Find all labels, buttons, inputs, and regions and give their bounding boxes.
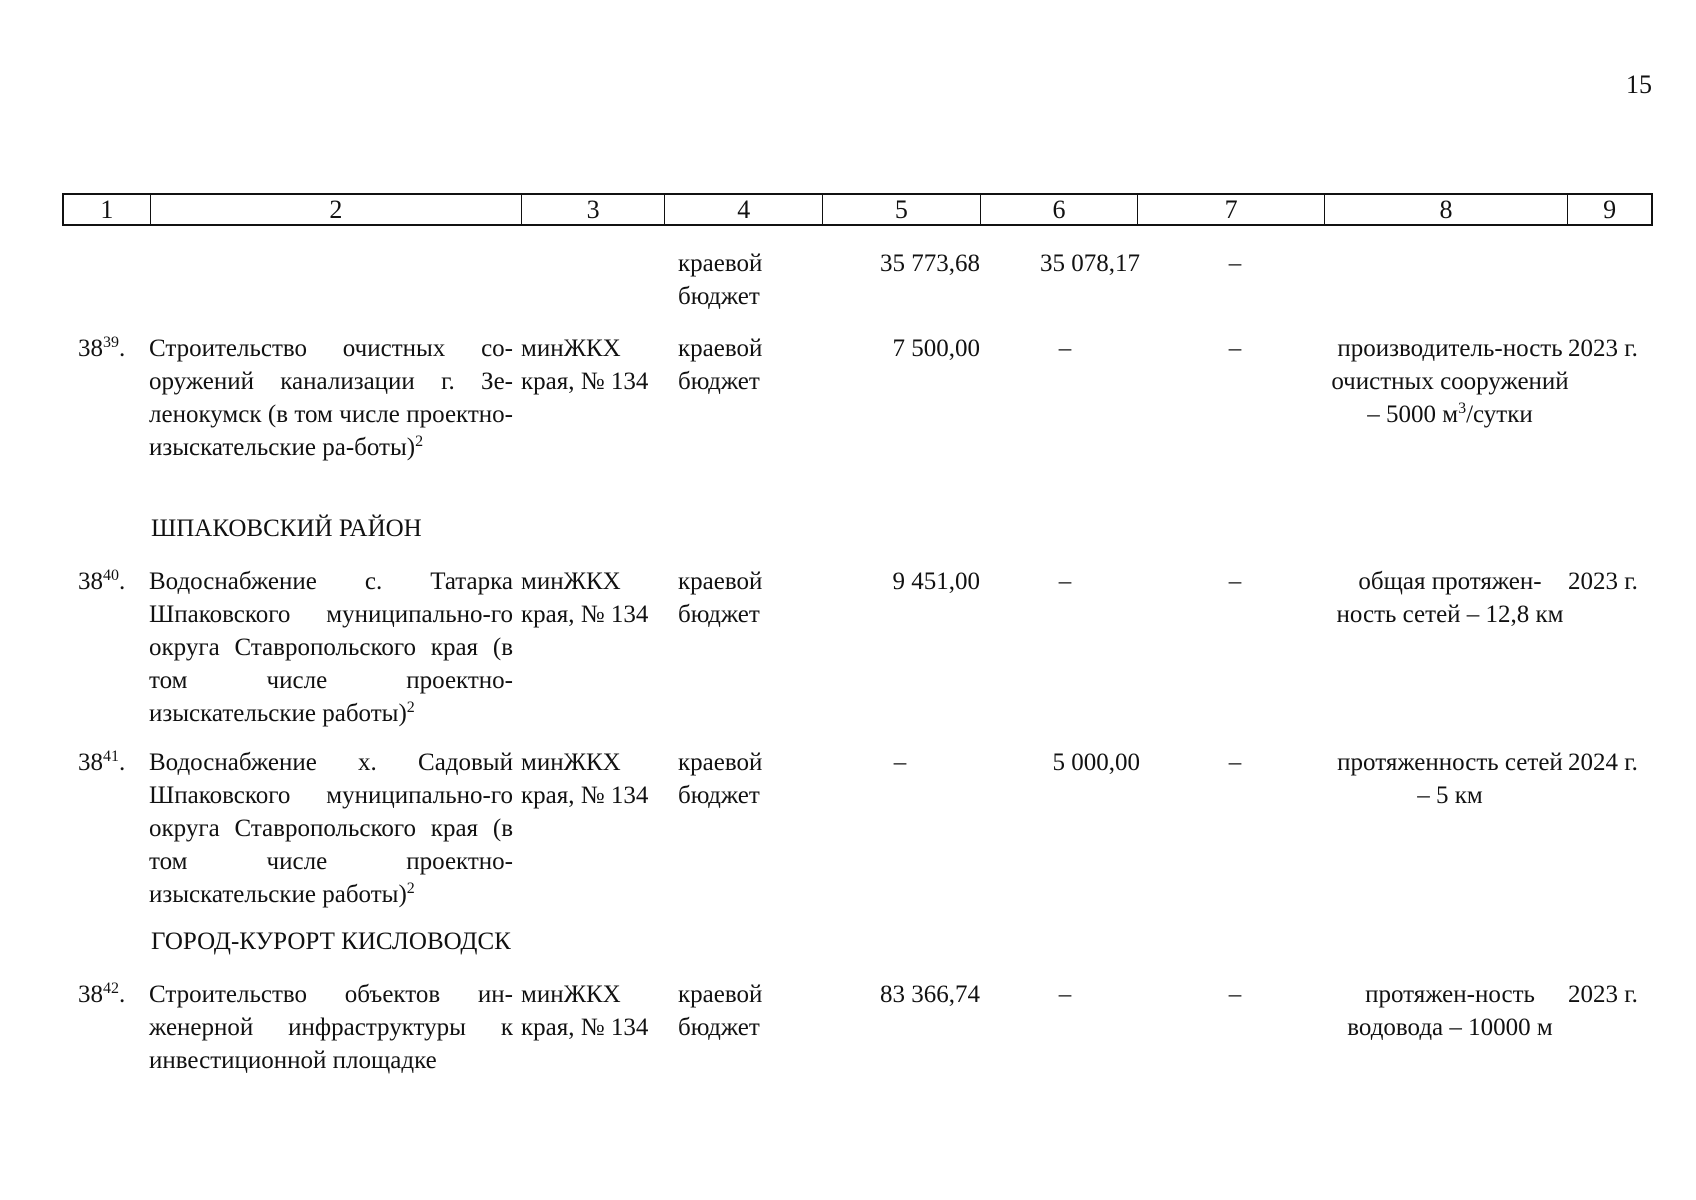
row-number: $38^{42}$. bbox=[78, 980, 126, 1008]
row-col7: – bbox=[1228, 981, 1242, 1008]
row-source: краевой бюджет bbox=[678, 749, 763, 809]
row-year: 2023 г. bbox=[1568, 568, 1638, 595]
column-number: 5 bbox=[822, 195, 980, 224]
column-number: 4 bbox=[664, 195, 822, 224]
row-executor: минЖКХ края, № 134 bbox=[521, 749, 649, 809]
row-col6: – bbox=[1058, 981, 1072, 1008]
column-number: 6 bbox=[980, 195, 1138, 224]
row-number: $38^{40}$. bbox=[78, 567, 126, 595]
row-description: Водоснабжение х. Садовый Шпаковского муниципально-го округа Ставропольского края (в том числе проектно-изыскательские работы)$^2$ bbox=[149, 749, 513, 908]
row-col6: – bbox=[1058, 568, 1072, 595]
row-executor: минЖКХ края, № 134 bbox=[521, 981, 649, 1041]
row-source: краевой бюджет bbox=[678, 335, 763, 395]
row-description: Водоснабжение с. Татарка Шпаковского муниципально-го округа Ставропольского края (в том числе проектно-изыскательские работы)$^2$ bbox=[149, 568, 513, 727]
carry-over-col5: 35 773,68 bbox=[880, 250, 980, 277]
row-result: протяженность сетей – 5 км bbox=[1337, 749, 1563, 809]
row-number: $38^{41}$. bbox=[78, 748, 126, 776]
row-col7: – bbox=[1228, 749, 1242, 776]
row-result: производитель-ность очистных сооружений – 5000 $м^3$/сутки bbox=[1331, 335, 1569, 428]
row-executor: минЖКХ края, № 134 bbox=[521, 568, 649, 628]
row-source: краевой бюджет bbox=[678, 568, 763, 628]
row-col6: – bbox=[1058, 335, 1072, 362]
column-number: 7 bbox=[1137, 195, 1324, 224]
row-year: 2023 г. bbox=[1568, 335, 1638, 362]
section-heading: ГОРОД-КУРОРТ КИСЛОВОДСК bbox=[151, 928, 511, 955]
row-year: 2023 г. bbox=[1568, 981, 1638, 1008]
row-result: общая протяжен-ность сетей – 12,8 км bbox=[1336, 568, 1564, 628]
carry-over-source: краевой бюджет bbox=[678, 250, 763, 310]
row-col5: – bbox=[893, 749, 907, 776]
column-number: 3 bbox=[521, 195, 665, 224]
row-col7: – bbox=[1228, 568, 1242, 595]
row-col6: 5 000,00 bbox=[1052, 749, 1140, 776]
carry-over-col7: – bbox=[1228, 250, 1242, 277]
page-number: 15 bbox=[1626, 70, 1652, 99]
row-description: Строительство очистных со-оружений канализации г. Зе-ленокумск (в том числе проектно-изыскательские ра-боты)$^2$ bbox=[149, 335, 513, 461]
column-number: 8 bbox=[1324, 195, 1567, 224]
row-result: протяжен-ность водовода – 10000 м bbox=[1347, 981, 1553, 1041]
column-number: 9 bbox=[1567, 195, 1651, 224]
row-source: краевой бюджет bbox=[678, 981, 763, 1041]
row-number: $38^{39}$. bbox=[78, 334, 126, 362]
row-description: Строительство объектов ин-женерной инфраструктуры к инвестиционной площадке bbox=[149, 981, 513, 1074]
column-number: 1 bbox=[100, 195, 114, 224]
column-number: 2 bbox=[150, 195, 521, 224]
carry-over-col6: 35 078,17 bbox=[1040, 250, 1140, 277]
row-col5: 83 366,74 bbox=[880, 981, 980, 1008]
row-executor: минЖКХ края, № 134 bbox=[521, 335, 649, 395]
row-col5: 9 451,00 bbox=[892, 568, 980, 595]
section-heading: ШПАКОВСКИЙ РАЙОН bbox=[151, 515, 422, 542]
table-column-number-row bbox=[62, 193, 1653, 226]
row-col7: – bbox=[1228, 335, 1242, 362]
row-col5: 7 500,00 bbox=[892, 335, 980, 362]
row-year: 2024 г. bbox=[1568, 749, 1638, 776]
